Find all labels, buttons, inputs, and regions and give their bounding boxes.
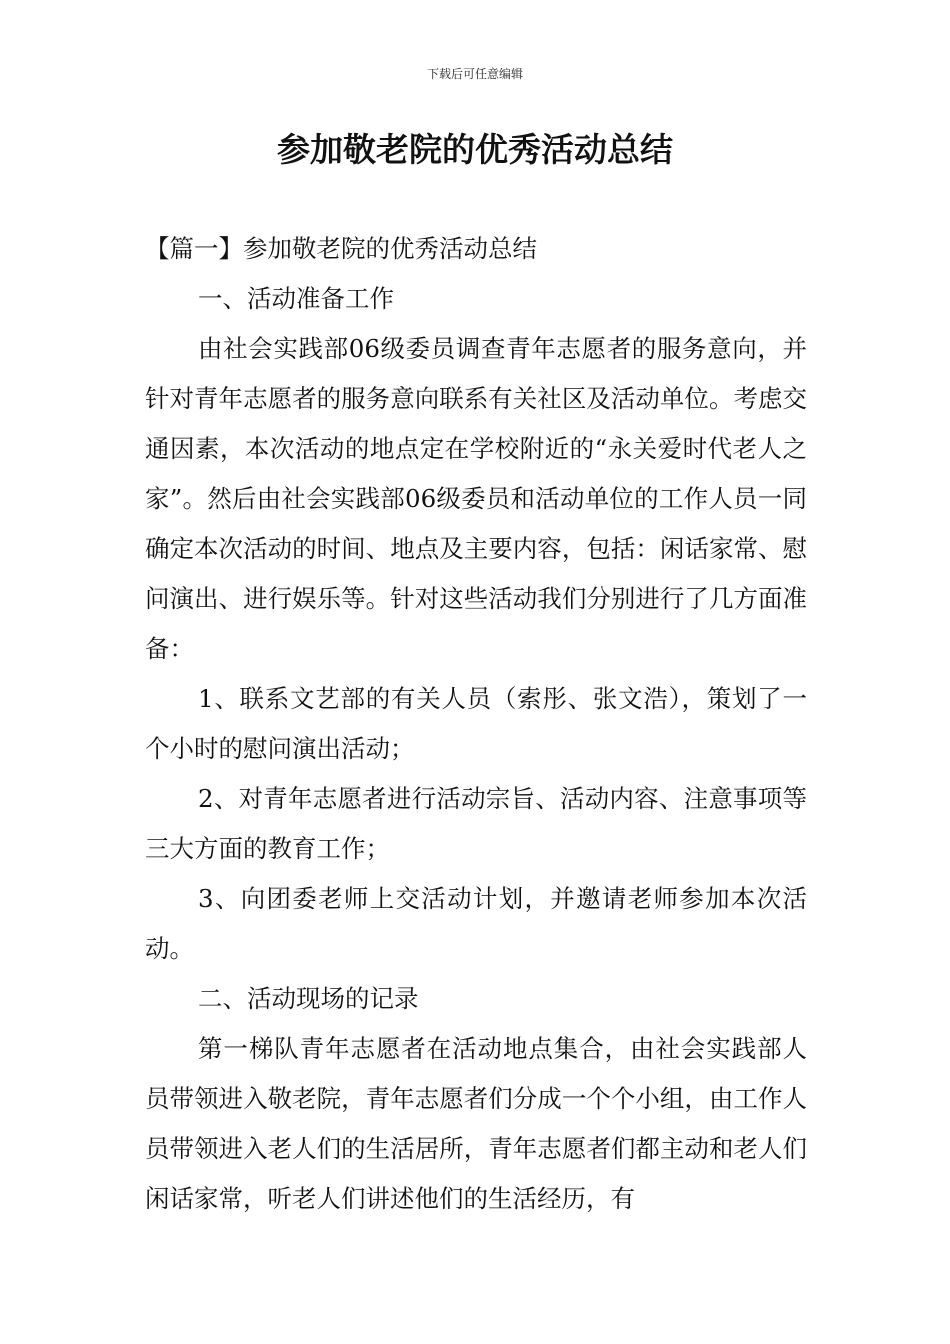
list-item-1: 1、联系文艺部的有关人员（索彤、张文浩），策划了一个小时的慰问演出活动； bbox=[145, 684, 807, 763]
subheading-activity-record: 二、活动现场的记录 bbox=[198, 984, 419, 1013]
subheading-preparation: 一、活动准备工作 bbox=[198, 284, 394, 313]
list-item-3: 3、向团委老师上交活动计划，并邀请老师参加本次活动。 bbox=[145, 884, 807, 963]
list-item-2: 2、对青年志愿者进行活动宗旨、活动内容、注意事项等三大方面的教育工作； bbox=[145, 784, 807, 863]
paragraph-activity-record: 第一梯队青年志愿者在活动地点集合，由社会实践部人员带领进入敬老院，青年志愿者们分成一个个小组，由工作人员带领进入老人们的生活居所，青年志愿者们都主动和老人们闲话家常，听老人们讲述他们的生活经历，有 bbox=[145, 1034, 807, 1213]
document-title: 参加敬老院的优秀活动总结 bbox=[277, 130, 673, 169]
document-body bbox=[145, 224, 807, 1224]
paragraph-preparation-details: 由社会实践部06级委员调查青年志愿者的服务意向，并针对青年志愿者的服务意向联系有关社区及活动单位。考虑交通因素，本次活动的地点定在学校附近的“永关爱时代老人之家”。然后由社会实践部06级委员和活动单位的工作人员一同确定本次活动的时间、地点及主要内容，包括：闲话家常、慰问演出、进行娱乐等。针对这些活动我们分别进行了几方面准备： bbox=[145, 334, 807, 663]
header-note: 下载后可任意编辑 bbox=[426, 67, 523, 81]
section-heading-part-one: 【篇一】参加敬老院的优秀活动总结 bbox=[145, 234, 537, 263]
